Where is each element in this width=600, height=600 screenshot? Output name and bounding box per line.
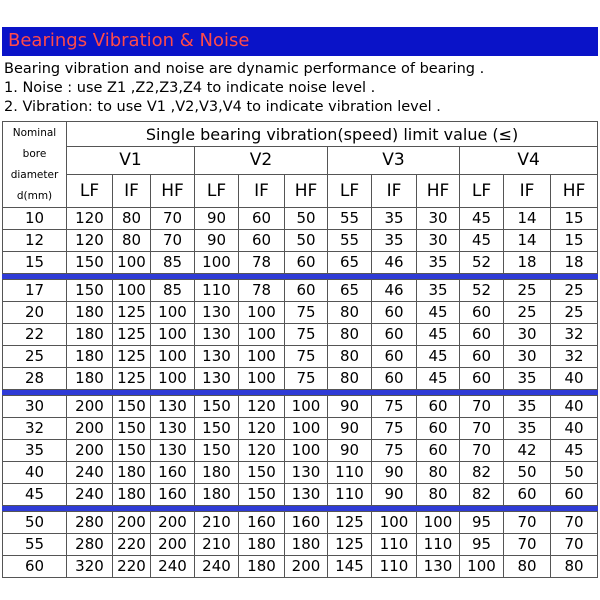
limit-value-cell: 52: [460, 252, 504, 274]
limit-value-cell: 32: [551, 324, 598, 346]
bore-diameter-cell: 12: [3, 230, 67, 252]
bore-diameter-cell: 30: [3, 396, 67, 418]
limit-value-cell: 130: [417, 556, 460, 578]
limit-value-cell: 130: [195, 346, 239, 368]
limit-value-cell: 100: [239, 368, 285, 390]
limit-value-cell: 32: [551, 346, 598, 368]
vibration-limit-table: [2, 121, 598, 578]
limit-value-cell: 85: [151, 252, 195, 274]
limit-value-cell: 70: [504, 512, 551, 534]
limit-value-cell: 180: [113, 484, 151, 506]
limit-value-cell: 25: [551, 280, 598, 302]
limit-value-cell: 100: [113, 280, 151, 302]
bore-diameter-cell: 28: [3, 368, 67, 390]
bore-diameter-cell: 10: [3, 208, 67, 230]
bore-diameter-header: Nominal bore diameter d(mm): [3, 122, 67, 208]
limit-value-cell: 45: [551, 440, 598, 462]
limit-value-cell: 25: [504, 302, 551, 324]
limit-value-cell: 75: [372, 418, 417, 440]
limit-value-cell: 100: [239, 302, 285, 324]
limit-value-cell: 25: [504, 280, 551, 302]
limit-value-cell: 80: [417, 462, 460, 484]
limit-value-cell: 75: [285, 302, 328, 324]
limit-value-cell: 70: [151, 230, 195, 252]
limit-value-cell: 30: [504, 324, 551, 346]
limit-value-cell: 210: [195, 534, 239, 556]
limit-value-cell: 100: [151, 324, 195, 346]
limit-value-cell: 100: [151, 368, 195, 390]
limit-value-cell: 220: [113, 556, 151, 578]
limit-value-cell: 100: [239, 346, 285, 368]
limit-value-cell: 35: [504, 368, 551, 390]
limit-value-cell: 80: [504, 556, 551, 578]
limit-value-cell: 110: [372, 534, 417, 556]
limit-value-cell: 35: [417, 280, 460, 302]
limit-value-cell: 60: [372, 324, 417, 346]
table-row: [3, 252, 598, 274]
limit-value-cell: 125: [113, 368, 151, 390]
limit-value-cell: 180: [67, 302, 113, 324]
limit-value-cell: 160: [285, 512, 328, 534]
limit-value-cell: 95: [460, 512, 504, 534]
limit-value-cell: 130: [285, 484, 328, 506]
limit-value-cell: 180: [67, 324, 113, 346]
limit-value-cell: 18: [551, 252, 598, 274]
limit-value-cell: 200: [151, 534, 195, 556]
limit-value-cell: 60: [417, 440, 460, 462]
limit-value-cell: 52: [460, 280, 504, 302]
limit-value-cell: 180: [239, 556, 285, 578]
limit-value-cell: 160: [151, 484, 195, 506]
limit-value-cell: 150: [195, 418, 239, 440]
limit-value-cell: 75: [285, 368, 328, 390]
band-header: IF: [239, 175, 285, 208]
table-row: [3, 462, 598, 484]
limit-value-cell: 46: [372, 252, 417, 274]
limit-value-cell: 78: [239, 280, 285, 302]
band-header: IF: [504, 175, 551, 208]
limit-value-cell: 60: [417, 396, 460, 418]
limit-value-cell: 125: [113, 302, 151, 324]
page-title: Bearings Vibration & Noise: [8, 30, 250, 51]
bore-diameter-cell: 22: [3, 324, 67, 346]
limit-value-cell: 55: [328, 208, 372, 230]
limit-value-cell: 95: [460, 534, 504, 556]
limit-value-cell: 30: [417, 230, 460, 252]
table-row: [3, 368, 598, 390]
limit-value-cell: 220: [113, 534, 151, 556]
limit-value-cell: 75: [285, 346, 328, 368]
band-header: IF: [372, 175, 417, 208]
limit-value-cell: 75: [285, 324, 328, 346]
limit-value-cell: 130: [151, 440, 195, 462]
bore-diameter-cell: 60: [3, 556, 67, 578]
limit-value-cell: 60: [239, 208, 285, 230]
limit-value-cell: 35: [372, 230, 417, 252]
table-row: [3, 484, 598, 506]
limit-value-cell: 80: [417, 484, 460, 506]
limit-value-cell: 130: [195, 302, 239, 324]
limit-value-cell: 180: [67, 346, 113, 368]
limit-value-cell: 90: [328, 396, 372, 418]
limit-value-cell: 75: [372, 396, 417, 418]
band-header: LF: [67, 175, 113, 208]
limit-value-cell: 30: [504, 346, 551, 368]
limit-value-cell: 90: [195, 208, 239, 230]
limit-value-cell: 125: [328, 534, 372, 556]
limit-value-cell: 70: [551, 534, 598, 556]
limit-value-cell: 110: [195, 280, 239, 302]
table-row: [3, 230, 598, 252]
limit-value-cell: 35: [504, 396, 551, 418]
limit-value-cell: 150: [67, 280, 113, 302]
limit-value-cell: 70: [460, 418, 504, 440]
bore-diameter-cell: 32: [3, 418, 67, 440]
limit-value-cell: 145: [328, 556, 372, 578]
limit-value-cell: 120: [239, 418, 285, 440]
limit-value-cell: 280: [67, 512, 113, 534]
limit-value-cell: 180: [195, 484, 239, 506]
limit-value-cell: 120: [239, 396, 285, 418]
limit-value-cell: 100: [239, 324, 285, 346]
limit-value-cell: 125: [113, 324, 151, 346]
level-header-v3: V3: [328, 147, 460, 175]
limit-value-cell: 14: [504, 208, 551, 230]
limit-value-cell: 130: [151, 418, 195, 440]
limit-value-cell: 100: [285, 396, 328, 418]
title-bar: [2, 27, 598, 56]
bore-diameter-cell: 55: [3, 534, 67, 556]
limit-value-cell: 150: [239, 462, 285, 484]
limit-value-cell: 35: [417, 252, 460, 274]
limit-value-cell: 82: [460, 462, 504, 484]
limit-value-cell: 15: [551, 208, 598, 230]
limit-value-cell: 180: [195, 462, 239, 484]
limit-value-cell: 200: [67, 396, 113, 418]
limit-value-cell: 50: [504, 462, 551, 484]
limit-value-cell: 240: [151, 556, 195, 578]
limit-value-cell: 240: [195, 556, 239, 578]
limit-value-cell: 150: [195, 396, 239, 418]
band-header: HF: [151, 175, 195, 208]
level-header-v2: V2: [195, 147, 328, 175]
limit-value-cell: 180: [239, 534, 285, 556]
limit-value-cell: 80: [328, 302, 372, 324]
limit-value-cell: 45: [417, 346, 460, 368]
table-row: [3, 302, 598, 324]
limit-value-cell: 60: [460, 302, 504, 324]
limit-value-cell: 180: [285, 534, 328, 556]
limit-value-cell: 90: [372, 484, 417, 506]
bore-diameter-cell: 35: [3, 440, 67, 462]
limit-value-cell: 150: [239, 484, 285, 506]
limit-value-cell: 100: [151, 302, 195, 324]
limit-value-cell: 82: [460, 484, 504, 506]
limit-value-cell: 50: [551, 462, 598, 484]
limit-value-cell: 210: [195, 512, 239, 534]
limit-value-cell: 78: [239, 252, 285, 274]
description-line: 2. Vibration: to use V1 ,V2,V3,V4 to indicate vibration level .: [4, 99, 441, 115]
limit-value-cell: 180: [67, 368, 113, 390]
limit-value-cell: 50: [285, 208, 328, 230]
limit-value-cell: 40: [551, 368, 598, 390]
limit-value-cell: 90: [372, 462, 417, 484]
level-header-v1: V1: [67, 147, 195, 175]
table-row: [3, 324, 598, 346]
table-row: [3, 208, 598, 230]
limit-value-cell: 70: [151, 208, 195, 230]
limit-value-cell: 70: [460, 396, 504, 418]
limit-value-cell: 100: [285, 418, 328, 440]
limit-value-cell: 90: [328, 440, 372, 462]
limit-value-cell: 80: [551, 556, 598, 578]
limit-value-cell: 200: [67, 440, 113, 462]
limit-value-cell: 60: [372, 302, 417, 324]
limit-value-cell: 200: [113, 512, 151, 534]
limit-value-cell: 30: [417, 208, 460, 230]
limit-value-cell: 180: [113, 462, 151, 484]
limit-value-cell: 200: [67, 418, 113, 440]
band-header: LF: [460, 175, 504, 208]
limit-value-cell: 160: [151, 462, 195, 484]
table-row: [3, 512, 598, 534]
limit-value-cell: 60: [460, 368, 504, 390]
bore-diameter-cell: 40: [3, 462, 67, 484]
bore-diameter-cell: 20: [3, 302, 67, 324]
limit-value-cell: 130: [285, 462, 328, 484]
limit-value-cell: 18: [504, 252, 551, 274]
limit-value-cell: 150: [195, 440, 239, 462]
limit-value-cell: 42: [504, 440, 551, 462]
bore-diameter-cell: 50: [3, 512, 67, 534]
band-header: HF: [285, 175, 328, 208]
limit-value-cell: 75: [372, 440, 417, 462]
limit-value-cell: 70: [460, 440, 504, 462]
band-header: IF: [113, 175, 151, 208]
limit-value-cell: 110: [328, 462, 372, 484]
limit-value-cell: 240: [67, 462, 113, 484]
limit-value-cell: 160: [239, 512, 285, 534]
limit-value-cell: 50: [285, 230, 328, 252]
limit-value-cell: 200: [151, 512, 195, 534]
bore-diameter-cell: 15: [3, 252, 67, 274]
limit-value-cell: 125: [113, 346, 151, 368]
limit-value-cell: 70: [504, 534, 551, 556]
limit-value-cell: 130: [151, 396, 195, 418]
limit-value-cell: 80: [113, 208, 151, 230]
limit-value-cell: 45: [417, 368, 460, 390]
limit-value-cell: 60: [417, 418, 460, 440]
table-body: [3, 208, 598, 578]
limit-value-cell: 150: [113, 396, 151, 418]
limit-value-cell: 40: [551, 396, 598, 418]
limit-value-cell: 110: [328, 484, 372, 506]
limit-value-cell: 80: [328, 346, 372, 368]
limit-value-cell: 130: [195, 368, 239, 390]
limit-value-cell: 25: [551, 302, 598, 324]
limit-value-cell: 100: [372, 512, 417, 534]
limit-value-cell: 100: [195, 252, 239, 274]
bore-diameter-cell: 25: [3, 346, 67, 368]
band-header: LF: [328, 175, 372, 208]
limit-value-cell: 280: [67, 534, 113, 556]
limit-value-cell: 60: [460, 346, 504, 368]
limit-value-cell: 40: [551, 418, 598, 440]
limit-value-cell: 45: [417, 302, 460, 324]
table-row: [3, 418, 598, 440]
limit-value-cell: 150: [67, 252, 113, 274]
limit-value-cell: 100: [460, 556, 504, 578]
limit-value-cell: 80: [113, 230, 151, 252]
band-header: LF: [195, 175, 239, 208]
limit-value-cell: 15: [551, 230, 598, 252]
limit-value-cell: 120: [239, 440, 285, 462]
limit-value-cell: 35: [372, 208, 417, 230]
limit-value-cell: 320: [67, 556, 113, 578]
limit-value-cell: 110: [372, 556, 417, 578]
limit-value-cell: 120: [67, 230, 113, 252]
limit-value-cell: 60: [285, 280, 328, 302]
bore-diameter-cell: 45: [3, 484, 67, 506]
limit-value-cell: 150: [113, 440, 151, 462]
limit-value-cell: 65: [328, 280, 372, 302]
limit-value-cell: 60: [372, 346, 417, 368]
table-row: [3, 346, 598, 368]
limit-value-cell: 200: [285, 556, 328, 578]
limit-value-cell: 45: [460, 208, 504, 230]
limit-value-cell: 240: [67, 484, 113, 506]
limit-value-header: Single bearing vibration(speed) limit value (≤): [67, 122, 598, 147]
description-line: 1. Noise : use Z1 ,Z2,Z3,Z4 to indicate noise level .: [4, 80, 376, 96]
limit-value-cell: 55: [328, 230, 372, 252]
limit-value-cell: 100: [417, 512, 460, 534]
band-header: HF: [417, 175, 460, 208]
limit-value-cell: 60: [551, 484, 598, 506]
limit-value-cell: 100: [285, 440, 328, 462]
limit-value-cell: 45: [417, 324, 460, 346]
level-header-v4: V4: [460, 147, 598, 175]
limit-value-cell: 130: [195, 324, 239, 346]
table-row: [3, 280, 598, 302]
table-row: [3, 440, 598, 462]
limit-value-cell: 80: [328, 368, 372, 390]
limit-value-cell: 60: [504, 484, 551, 506]
limit-value-cell: 80: [328, 324, 372, 346]
limit-value-cell: 90: [195, 230, 239, 252]
limit-value-cell: 110: [417, 534, 460, 556]
band-header: HF: [551, 175, 598, 208]
limit-value-cell: 65: [328, 252, 372, 274]
limit-value-cell: 60: [239, 230, 285, 252]
limit-value-cell: 60: [372, 368, 417, 390]
limit-value-cell: 120: [67, 208, 113, 230]
limit-value-cell: 60: [285, 252, 328, 274]
limit-value-cell: 60: [460, 324, 504, 346]
limit-value-cell: 150: [113, 418, 151, 440]
limit-value-cell: 70: [551, 512, 598, 534]
limit-value-cell: 45: [460, 230, 504, 252]
limit-value-cell: 14: [504, 230, 551, 252]
limit-value-cell: 125: [328, 512, 372, 534]
limit-value-cell: 85: [151, 280, 195, 302]
table-row: [3, 556, 598, 578]
limit-value-cell: 100: [113, 252, 151, 274]
table-row: [3, 534, 598, 556]
limit-value-cell: 90: [328, 418, 372, 440]
description-line: Bearing vibration and noise are dynamic performance of bearing .: [4, 61, 485, 77]
bore-diameter-cell: 17: [3, 280, 67, 302]
limit-value-cell: 35: [504, 418, 551, 440]
limit-value-cell: 46: [372, 280, 417, 302]
table-row: [3, 396, 598, 418]
limit-value-cell: 100: [151, 346, 195, 368]
